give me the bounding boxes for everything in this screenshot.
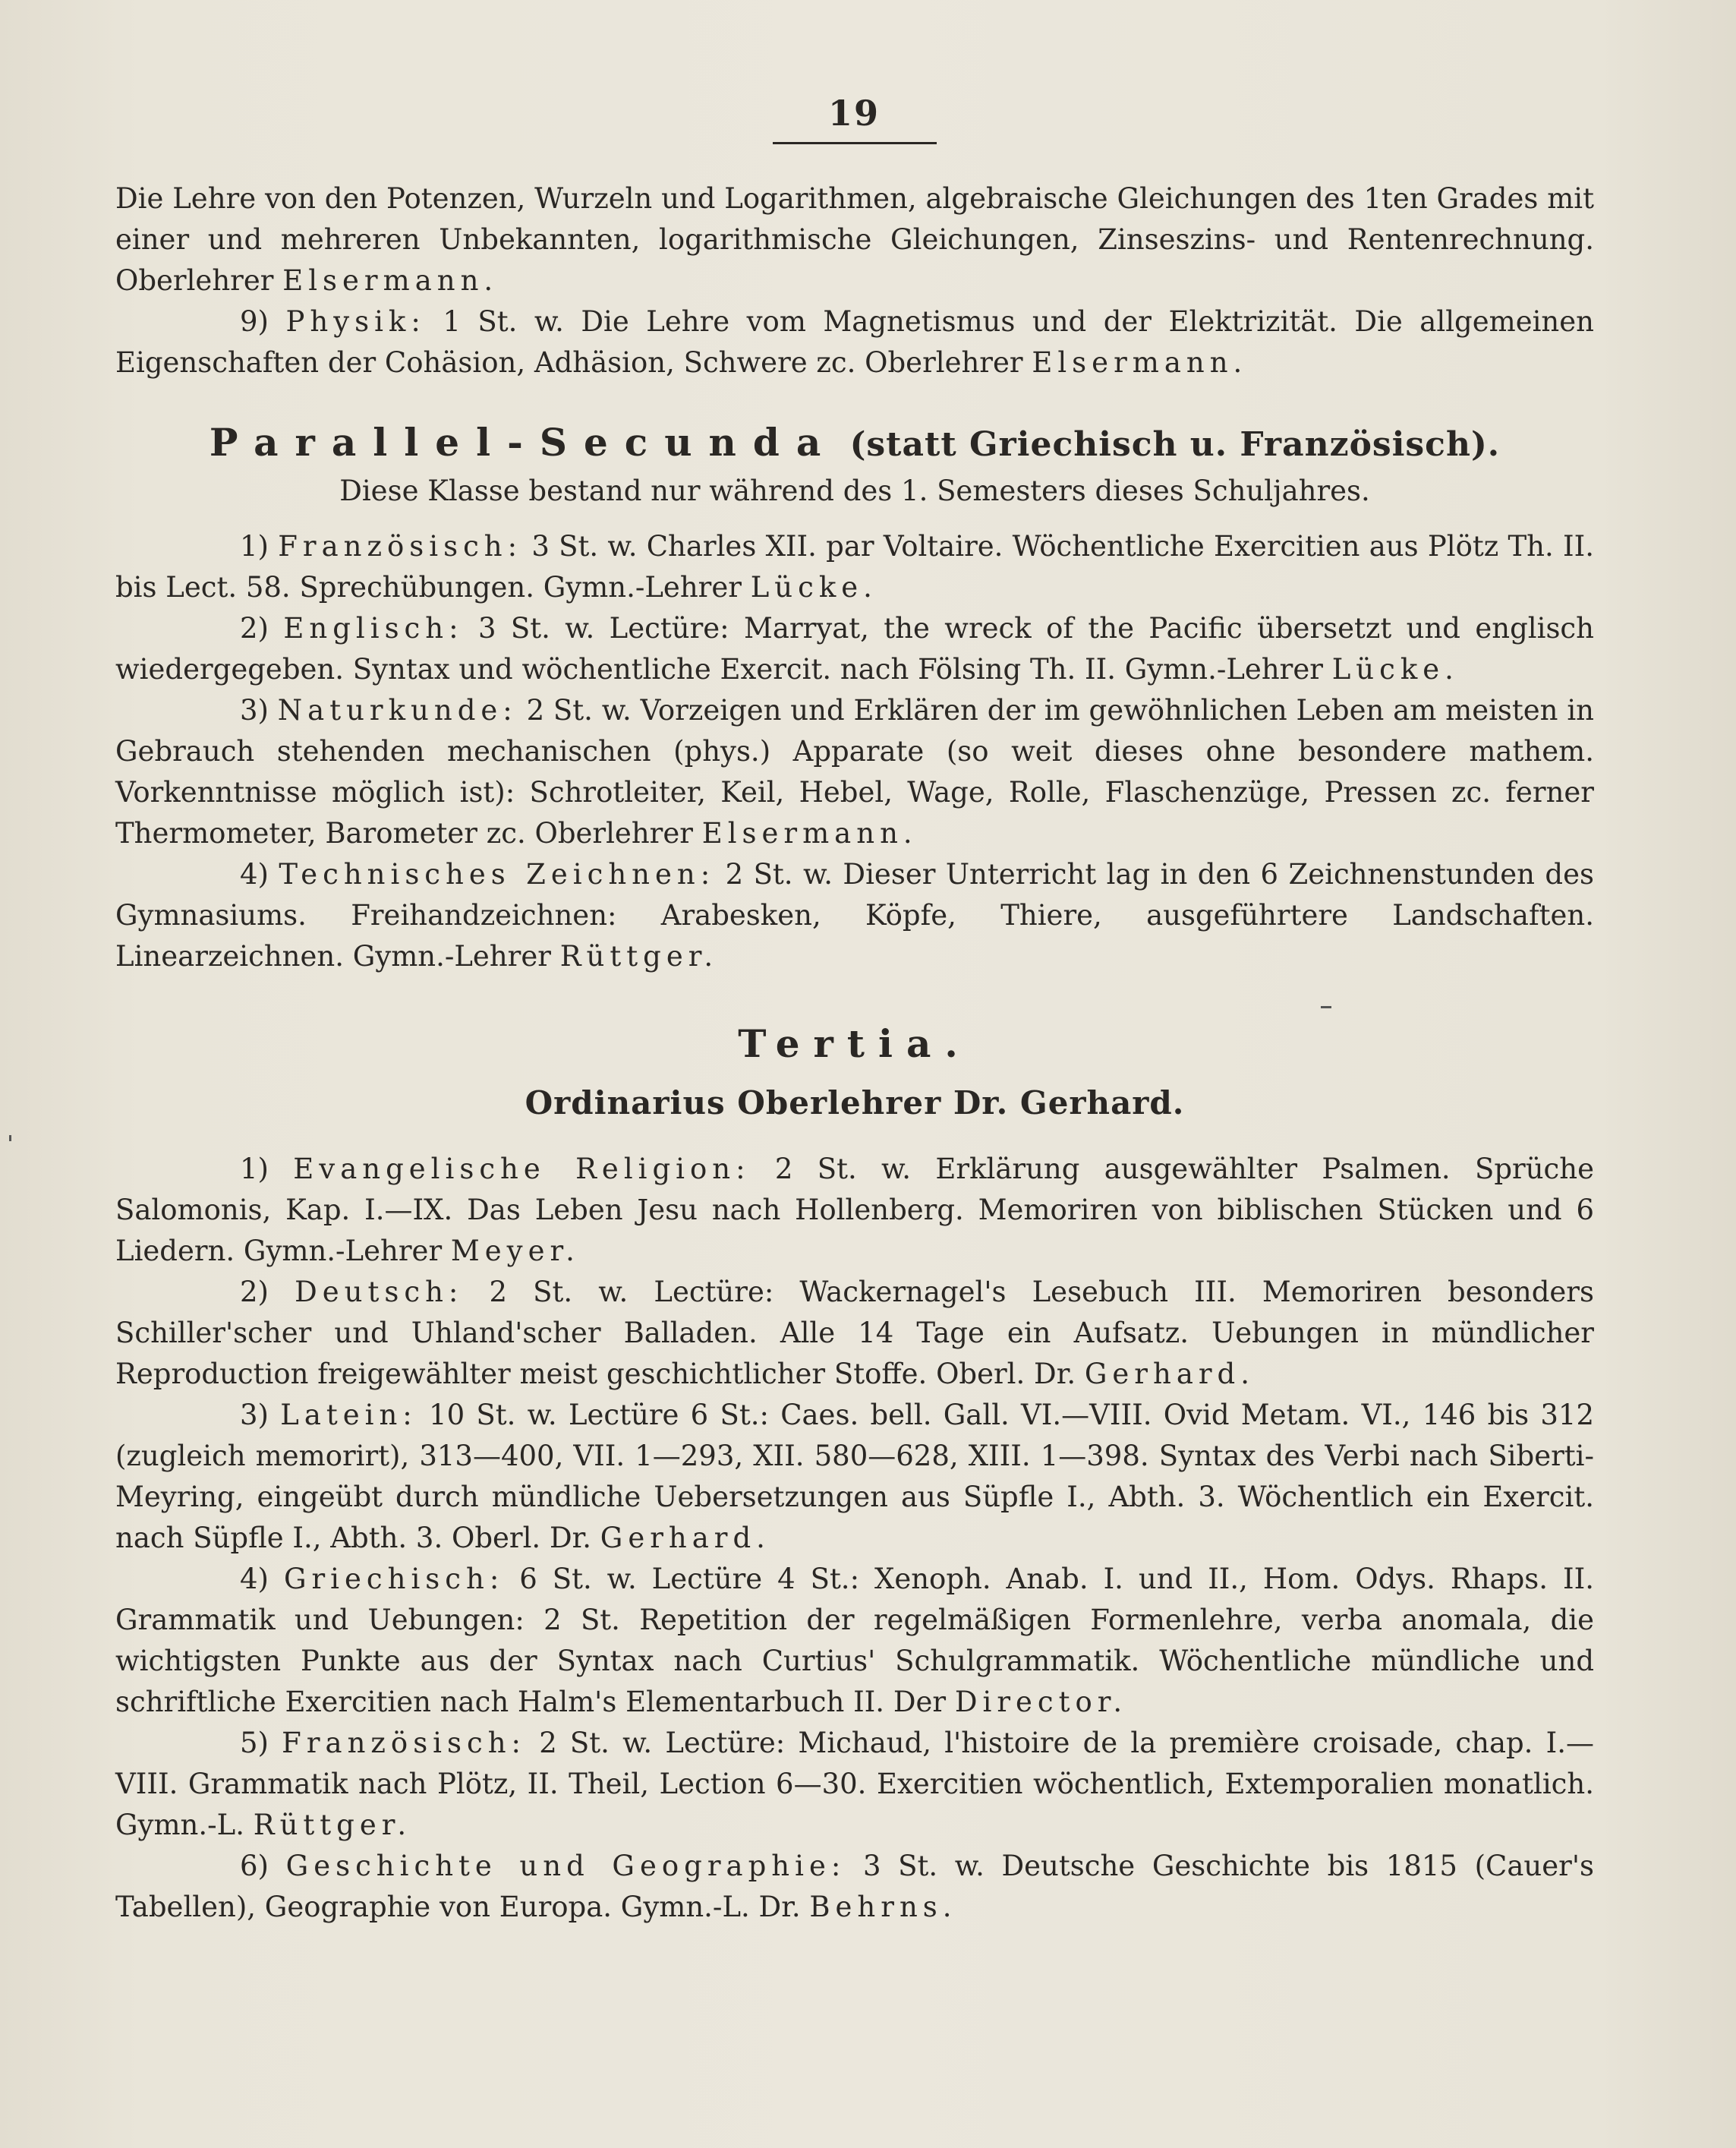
teacher-name: Gerhard. [600,1522,770,1554]
list-item [115,1395,1594,1559]
subject-label: Naturkunde: [277,694,518,727]
item-number: 3) [240,1399,281,1431]
top-block [115,178,1594,383]
teacher-name: Rüttger. [559,940,719,973]
list-item [115,1723,1594,1846]
teacher-name: Elsermann. [1032,346,1248,379]
subject-label: Englisch: [283,612,464,645]
teacher-name: Gerhard. [1084,1358,1256,1390]
item-number: 4) [240,1563,284,1595]
item-number: 2) [240,612,284,645]
subject-label: Geschichte und Geographie: [285,1850,846,1882]
item-text: 2 St. w. Erklärung ausgewählter Psalmen. Sprüche Salomonis, Kap. I.—IX. Das Leben Jesu nach Hollenberg. Memoriren von biblischen Stücken und 6 Liedern. Gymn.-Lehrer [115,1153,1594,1267]
subject-label: Französisch: [278,530,523,563]
teacher-name: Lücke. [750,571,877,604]
subject-label: Latein: [280,1399,417,1431]
item-text: 2 St. w. Dieser Unterricht lag in den 6 Zeichnenstunden des Gymnasiums. Freihandzeichnen: Arabesken, Köpfe, Thiere, ausgeführtere Landschaften. Linearzeichnen. Gymn.-Lehrer [115,858,1594,973]
parallel-secunda-subtitle: Diese Klasse bestand nur während des 1. Semesters dieses Schuljahres. [339,475,1370,507]
item-text: 1 St. w. Die Lehre vom Magnetismus und der Elektrizität. Die allgemeinen Eigenschaften der Cohäsion, Adhäsion, Schwere zc. Oberlehrer [115,305,1594,379]
item-number: 3) [240,694,278,727]
item-number: 2) [240,1276,295,1308]
subject-label: Technisches Zeichnen: [279,858,716,891]
continuation-paragraph [115,178,1594,301]
tertia-ordinarius: Ordinarius Oberlehrer Dr. Gerhard. [525,1084,1185,1121]
tertia-items [115,1149,1594,1928]
item-number: 5) [240,1727,282,1759]
item-number: 6) [240,1850,286,1882]
item-number: 1) [240,1153,294,1185]
subject-label: Evangelische Religion: [293,1153,751,1185]
item-text: 2 St. w. Vorzeigen und Erklären der im gewöhnlichen Leben am meisten in Gebrauch stehenden mechanischen (phys.) Apparate (so weit dieses ohne besondere mathem. Vorkenntnisse möglich ist): Schrotleiter, Keil, Hebel, Wage, Rolle, Flaschenzüge, Pressen zc. ferner Thermometer, Barometer zc. Oberlehrer [115,694,1594,850]
list-item [115,526,1594,608]
list-item [115,1846,1594,1928]
teacher-name: Behrns. [809,1891,957,1923]
teacher-name: Elsermann. [701,817,918,850]
heading-title: Parallel-Secunda [209,420,838,465]
item-text: 3 St. w. Charles XII. par Voltaire. Wöchentliche Exercitien aus Plötz Th. II. bis Lect. 58. Sprechübungen. Gymn.-Lehrer [115,530,1594,604]
subject-label: Physik: [285,305,426,338]
stray-mark [9,1135,11,1141]
list-item [115,854,1594,977]
list-item [115,608,1594,690]
parallel-secunda-heading [115,422,1594,465]
item-number: 4) [240,858,279,891]
teacher-name: Director. [954,1686,1128,1718]
heading-note: (statt Griechisch u. Französisch). [837,425,1501,464]
list-item [115,1559,1594,1723]
page-number: 19 [827,93,880,134]
teacher-name: Rüttger. [253,1809,412,1841]
subject-label: Französisch: [282,1727,527,1759]
item-text: 3 St. w. Lectüre: Marryat, the wreck of the Pacific übersetzt und englisch wiedergegeben. Syntax und wöchentliche Exercit. nach Fölsing Th. II. Gymn.-Lehrer [115,612,1594,686]
subject-label: Deutsch: [295,1276,464,1308]
stray-mark [1321,1006,1331,1008]
item-text: 10 St. w. Lectüre 6 St.: Caes. bell. Gall. VI.—VIII. Ovid Metam. VI., 146 bis 312 (zugleich memorirt), 313—400, VII. 1—293, XII. 580—628, XIII. 1—398. Syntax des Verbi nach Siberti-Meyring, eingeübt durch mündliche Uebersetzungen aus Süpfle I., Abth. 3. Wöchentlich ein Exercit. nach Süpfle I., Abth. 3. Oberl. Dr. [115,1399,1594,1554]
teacher-name: Lücke. [1331,653,1459,686]
physik-paragraph [115,301,1594,383]
teacher-name: Elsermann. [282,264,499,297]
list-item [115,1272,1594,1395]
item-number: 1) [240,530,279,563]
item-text: 2 St. w. Lectüre: Michaud, l'histoire de la première croisade, chap. I.—VIII. Grammatik nach Plötz, II. Theil, Lection 6—30. Exercitien wöchentlich, Extemporalien monatlich. Gymn.-L. [115,1727,1595,1841]
tertia-heading: Tertia. [738,1021,972,1066]
continuation-text: Die Lehre von den Potenzen, Wurzeln und Logarithmen, algebraische Gleichungen des 1ten Grades mit einer und mehreren Unbekannten, logarithmische Gleichungen, Zinseszins- und Rentenrechnung. Oberlehrer [115,182,1594,297]
item-text: 3 St. w. Deutsche Geschichte bis 1815 (Cauer's Tabellen), Geographie von Europa. Gymn.-L. Dr. [115,1850,1594,1923]
list-item [115,690,1594,854]
item-text: 6 St. w. Lectüre 4 St.: Xenoph. Anab. I. und II., Hom. Odys. Rhaps. II. Grammatik und Uebungen: 2 St. Repetition der regelmäßigen Formenlehre, verba anomala, die wichtigsten Punkte aus der Syntax nach Curtius' Schulgrammatik. Wöchentliche mündliche und schriftliche Exercitien nach Halm's Elementarbuch II. Der [115,1563,1594,1718]
list-item [115,1149,1594,1272]
teacher-name: Meyer. [450,1235,580,1267]
item-text: 2 St. w. Lectüre: Wackernagel's Lesebuch III. Memoriren besonders Schiller'scher und Uhland'scher Balladen. Alle 14 Tage ein Aufsatz. Uebungen in mündlicher Reproduction freigewählter meist geschichtlicher Stoffe. Oberl. Dr. [115,1276,1594,1390]
subject-label: Griechisch: [283,1563,505,1595]
parallel-secunda-items [115,526,1594,977]
page-number-rule [773,142,937,144]
item-number: 9) [240,305,286,338]
